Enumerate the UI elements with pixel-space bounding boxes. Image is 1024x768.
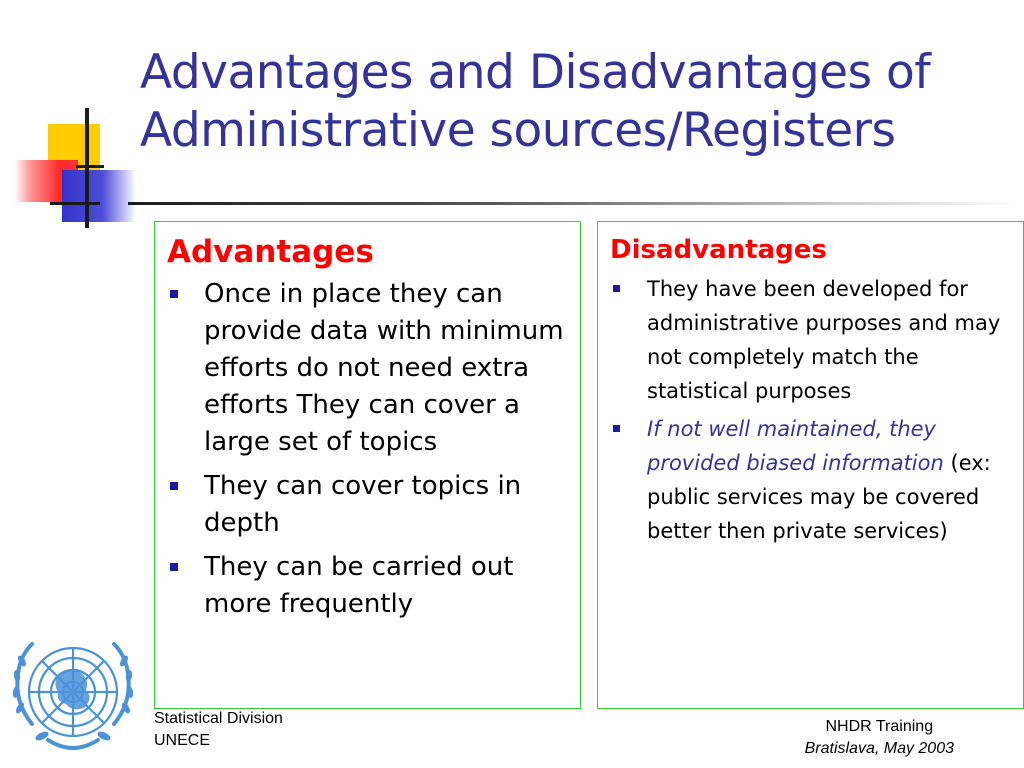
disadvantages-heading: Disadvantages <box>610 235 827 265</box>
list-item <box>167 549 568 623</box>
advantages-panel <box>154 221 581 709</box>
footer-event <box>805 716 954 760</box>
list-item <box>610 272 1011 408</box>
list-item <box>167 276 568 461</box>
list-item-text: They have been developed for administrative purposes and may not completely match the statistical purposes <box>647 277 1001 403</box>
advantages-heading: Advantages <box>167 234 374 270</box>
list-item-text: They can be carried out more frequently <box>204 552 514 619</box>
square-bullet-icon <box>613 285 620 292</box>
decor-horizontal-line-small <box>76 165 104 168</box>
list-item <box>610 412 1011 548</box>
footer-division: Statistical Division <box>154 710 283 727</box>
decor-horizontal-line <box>50 202 100 205</box>
disadvantages-list <box>610 272 1011 548</box>
square-bullet-icon <box>170 290 178 298</box>
list-item <box>167 468 568 542</box>
list-item-text: (ex: public services may be covered better then private services) <box>647 451 991 543</box>
disadvantages-panel <box>597 221 1024 709</box>
list-item-text: They can cover topics in depth <box>204 471 522 538</box>
list-item-text: Once in place they can provide data with minimum efforts do not need extra efforts They can cover a large set of topics <box>204 279 564 457</box>
slide-title <box>140 44 1010 160</box>
slide-title-line-2: Administrative sources/Registers <box>140 103 896 158</box>
decor-blue-square <box>62 170 136 222</box>
square-bullet-icon <box>170 482 178 490</box>
advantages-list <box>167 276 568 623</box>
un-emblem-icon <box>2 624 144 766</box>
decor-vertical-line <box>85 108 89 228</box>
square-bullet-icon <box>613 425 620 432</box>
slide-title-line-1: Advantages and Disadvantages of <box>140 45 931 100</box>
footer-organization <box>154 708 283 752</box>
footer-event-place-date: Bratislava, May 2003 <box>804 740 954 757</box>
footer-org-name: UNECE <box>154 732 211 749</box>
footer-event-name: NHDR Training <box>825 718 934 735</box>
title-rule <box>128 202 1020 205</box>
list-item-emphasis: If not well maintained, they provided biased information <box>647 417 944 475</box>
square-bullet-icon <box>170 563 178 571</box>
